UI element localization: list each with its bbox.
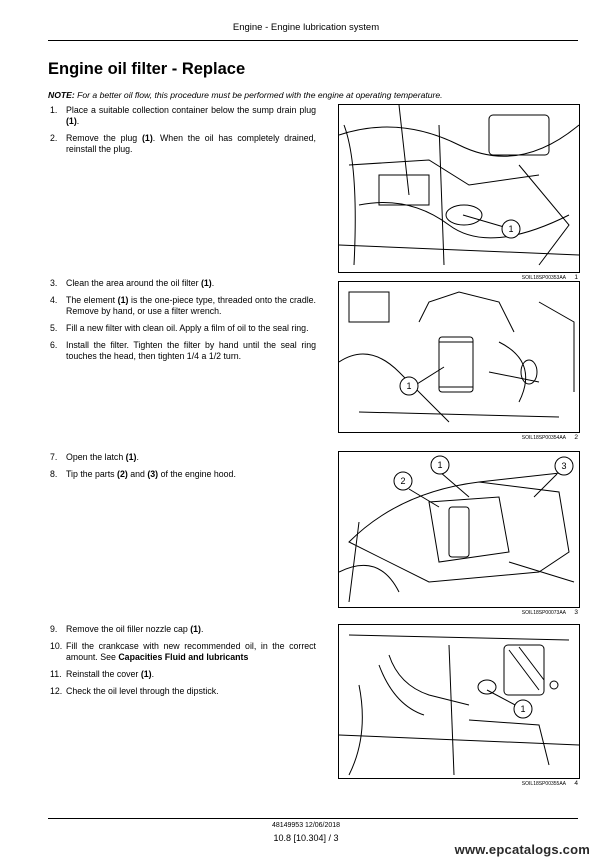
step-text: . xyxy=(76,116,80,126)
step-emphasis: (1) xyxy=(117,295,129,305)
step-item xyxy=(50,641,316,663)
step-text: Check the oil level through the dipstick. xyxy=(66,686,219,696)
step-number: 2. xyxy=(50,133,58,143)
step-text: Place a suitable collection container below the sump drain plug xyxy=(66,105,316,115)
footer-page-number: 10.8 [10.304] / 3 xyxy=(273,833,339,843)
step-item xyxy=(50,469,316,480)
step-number: 8. xyxy=(50,469,58,479)
step-number: 3. xyxy=(50,278,58,288)
step-emphasis: (1) xyxy=(140,669,152,679)
watermark: www.epcatalogs.com xyxy=(454,842,590,857)
step-number: 7. xyxy=(50,452,58,462)
step-text: Remove the plug xyxy=(66,133,142,143)
note-label: NOTE: xyxy=(48,90,75,100)
engine-underside-illustration xyxy=(339,105,579,272)
steps-group-3 xyxy=(50,452,316,486)
figure-3-engine-hood xyxy=(338,451,580,608)
figure-2-oil-filter xyxy=(338,281,580,433)
note-text: For a better oil flow, this procedure must be performed with the engine at operating temperature. xyxy=(74,90,443,100)
step-number: 4. xyxy=(50,295,58,305)
callout-3-label: 3 xyxy=(561,461,567,471)
step-text: Install the filter. Tighten the filter by hand until the seal ring touches the head, then tighten 1/4 a 1/2 turn. xyxy=(66,340,316,361)
figure-code: SOIL18SP00354AA xyxy=(521,435,566,441)
figure-number: 4 xyxy=(574,780,578,787)
steps-group-4 xyxy=(50,624,316,703)
step-item xyxy=(50,323,316,334)
step-text: Fill a new filter with clean oil. Apply a film of oil to the seal ring. xyxy=(66,323,309,333)
step-text: Clean the area around the oil filter xyxy=(66,278,201,288)
step-emphasis: (2) xyxy=(117,469,128,479)
figure-4-oil-filler xyxy=(338,624,580,779)
step-number: 9. xyxy=(50,624,58,634)
callout-1-label: 1 xyxy=(520,704,526,714)
step-text: is the one-piece type, threaded onto the cradle. Remove by hand, or use a filter wrench. xyxy=(66,295,316,316)
step-text: of the engine hood. xyxy=(158,469,236,479)
oil-filler-illustration xyxy=(339,625,579,778)
steps-group-1 xyxy=(50,105,316,161)
callout-1-label: 1 xyxy=(406,381,412,391)
step-emphasis: (1) xyxy=(142,133,153,143)
step-item xyxy=(50,340,316,362)
step-text: Tip the parts xyxy=(66,469,118,479)
step-item xyxy=(50,624,316,635)
callout-2-label: 2 xyxy=(400,476,406,486)
step-emphasis: (3) xyxy=(147,469,159,479)
step-item xyxy=(50,669,316,680)
step-emphasis: (1) xyxy=(125,452,137,462)
page-title: Engine oil filter - Replace xyxy=(48,60,246,78)
figure-code: SOIL18SP00073AA xyxy=(521,610,566,616)
step-emphasis: (1) xyxy=(190,624,201,634)
page-header: Engine - Engine lubrication system xyxy=(232,22,380,33)
step-item xyxy=(50,278,316,289)
figure-number: 3 xyxy=(574,609,578,616)
footer-rule xyxy=(48,818,578,819)
procedure-note xyxy=(48,90,588,100)
step-item xyxy=(50,133,316,155)
header-rule xyxy=(48,40,578,41)
figure-number: 2 xyxy=(574,434,578,441)
step-emphasis: (1) xyxy=(200,278,212,288)
step-text: . xyxy=(136,452,139,462)
engine-hood-illustration xyxy=(339,452,579,607)
step-number: 12. xyxy=(50,686,63,696)
step-number: 5. xyxy=(50,323,58,333)
step-item xyxy=(50,452,316,463)
step-text: The element xyxy=(66,295,118,305)
step-text: Fill the crankcase with new recommended oil, in the correct amount. See xyxy=(66,641,316,662)
step-text: . xyxy=(200,624,204,634)
step-emphasis: (1) xyxy=(66,116,77,126)
footer-document-code: 48149953 12/06/2018 xyxy=(271,822,341,829)
step-number: 11. xyxy=(50,669,62,679)
step-text: Reinstall the cover xyxy=(66,669,141,679)
figure-number: 1 xyxy=(574,274,578,281)
figure-code: SOIL18SP00353AA xyxy=(521,275,566,281)
step-text: Remove the oil filler nozzle cap xyxy=(66,624,191,634)
step-item xyxy=(50,295,316,317)
oil-filter-illustration xyxy=(339,282,579,432)
steps-group-2 xyxy=(50,278,316,368)
figure-1-drain-plug xyxy=(338,104,580,273)
step-text: . xyxy=(151,669,155,679)
step-number: 6. xyxy=(50,340,58,350)
step-text: and xyxy=(127,469,148,479)
step-text: . xyxy=(211,278,215,288)
figure-code: SOIL18SP00355AA xyxy=(521,781,566,787)
step-emphasis: Capacities Fluid and lubricants xyxy=(118,652,249,662)
callout-1-label: 1 xyxy=(508,224,514,234)
step-text: Open the latch xyxy=(66,452,126,462)
step-item xyxy=(50,105,316,127)
step-item xyxy=(50,686,316,697)
callout-1-label: 1 xyxy=(437,460,443,470)
step-number: 10. xyxy=(50,641,63,651)
step-number: 1. xyxy=(50,105,58,115)
step-text: . When the oil has completely drained, reinstall the plug. xyxy=(66,133,316,154)
